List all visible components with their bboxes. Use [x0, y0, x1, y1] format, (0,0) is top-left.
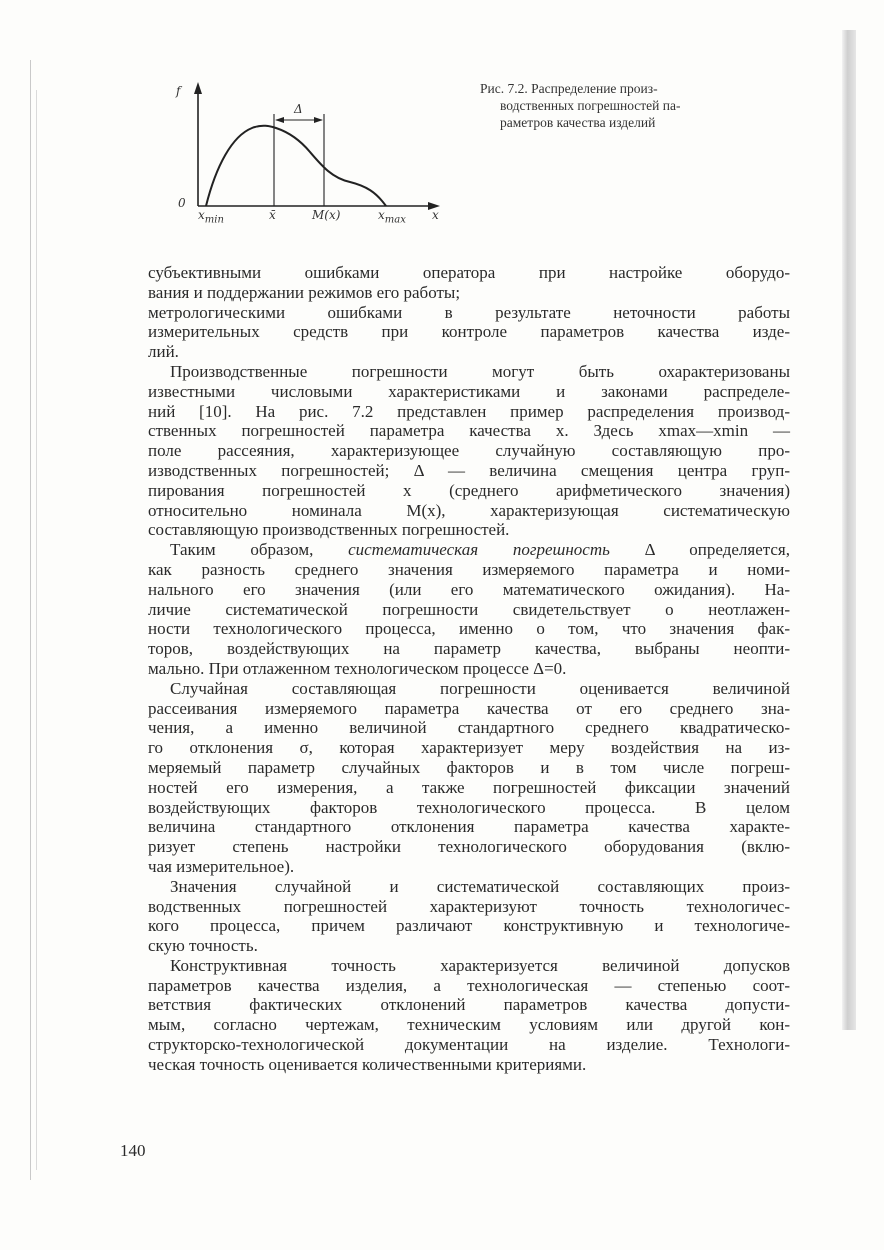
text-line: личие систематической погрешности свидетельствует о неотлажен-	[148, 599, 790, 619]
text-line: Значения случайной и систематической составляющих произ-	[170, 876, 790, 896]
delta-arrow-left	[275, 117, 284, 123]
text-line: величина стандартного отклонения параметра качества характе-	[148, 817, 790, 837]
text-line: ческая точность оценивается количественными критериями.	[148, 1054, 587, 1074]
text-line: мым, согласно чертежам, техническим условиям или другой кон-	[148, 1015, 790, 1035]
text-line: относительно номинала M(x), характеризующая систематическую	[148, 500, 790, 520]
page-number: 140	[120, 1141, 146, 1160]
x-axis-label: x	[432, 208, 439, 222]
y-axis-arrow	[194, 82, 202, 94]
m-x-label: M(x)	[312, 208, 341, 222]
text-line: чая измерительное).	[148, 856, 295, 876]
delta-label: Δ	[294, 102, 303, 116]
text-line: структорско-технологической документации на изделие. Технологи-	[148, 1035, 790, 1055]
text-line: составляющую производственных погрешностей.	[148, 520, 510, 540]
text-line: ности технологического процесса, именно о том, что значения фак-	[148, 619, 790, 639]
text-line: ризует степень настройки технологического оборудования (вклю-	[148, 837, 790, 857]
text-line: измерительных средств при контроле параметров качества изде-	[148, 322, 790, 342]
text-line: Случайная составляющая погрешности оценивается величиной	[170, 678, 790, 698]
text-line: водственных погрешностей характеризуют точность технологичес-	[148, 896, 790, 916]
text-line: изводственных погрешностей; Δ — величина смещения центра груп-	[148, 460, 790, 480]
paragraph	[148, 679, 790, 877]
text-line: параметров качества изделия, а технологическая — степенью соот-	[148, 975, 790, 995]
body-text	[148, 263, 790, 1075]
text-line: субъективными ошибками оператора при настройке оборудо-	[148, 263, 790, 282]
text-line: пирования погрешностей x (среднего арифметического значения)	[148, 480, 790, 500]
text-line: ветствия фактических отклонений параметров качества допусти-	[148, 995, 790, 1015]
text-line: чения, а именно величиной стандартного среднего квадратическо-	[148, 718, 790, 738]
y-axis-label: f	[176, 84, 181, 98]
paragraph	[148, 303, 790, 362]
text-line: ний [10]. На рис. 7.2 представлен пример распределения производ-	[148, 401, 790, 421]
caption-line: Рис. 7.2. Распределение произ-	[480, 81, 658, 96]
text-line: лий.	[148, 342, 179, 362]
text-line: мально. При отлаженном технологическом процессе Δ=0.	[148, 658, 567, 678]
text-line: скую точность.	[148, 936, 258, 956]
scan-margin-line	[30, 60, 31, 1180]
page-edge-shadow	[842, 30, 856, 1030]
text-line: торов, воздействующих на параметр качества, выбраны неопти-	[148, 639, 790, 659]
text-line: вания и поддержании режимов его работы;	[148, 282, 461, 302]
text-line: метрологическими ошибками в результате неточности работы	[148, 302, 790, 322]
origin-label: 0	[178, 196, 186, 210]
distribution-curve	[206, 126, 386, 206]
text-line: известными числовыми характеристиками и законами распределе-	[148, 381, 790, 401]
caption-line: раметров качества изделий	[500, 115, 656, 130]
text-line: Производственные погрешности могут быть охарактеризованы	[170, 361, 790, 381]
paragraph	[148, 263, 790, 303]
text-line: поле рассеяния, характеризующее случайную составляющую про-	[148, 441, 790, 461]
x-min-label: $x_{min}$	[198, 208, 224, 226]
paragraph	[148, 540, 790, 679]
text-line: рассеивания измеряемого параметра качества от его среднего зна-	[148, 698, 790, 718]
paragraph	[148, 362, 790, 540]
figure-caption	[480, 80, 730, 131]
scan-margin-line	[36, 90, 37, 1170]
text-line: ственных погрешностей параметра качества x. Здесь xmax—xmin —	[148, 421, 790, 441]
text-line: кого процесса, причем различают конструктивную и технологиче-	[148, 916, 790, 936]
distribution-figure	[170, 78, 460, 238]
text-line: меряемый параметр случайных факторов и в том числе погреш-	[148, 757, 790, 777]
text-line: как разность среднего значения измеряемого параметра и номи-	[148, 559, 790, 579]
paragraph	[148, 877, 790, 956]
text-line: Конструктивная точность характеризуется величиной допусков	[170, 955, 790, 975]
x-bar-label: x̄	[269, 208, 276, 222]
caption-line: водственных погрешностей па-	[500, 98, 681, 113]
x-max-label: $x_{max}$	[378, 208, 406, 226]
text-line: ностей его измерения, а также погрешностей фиксации значений	[148, 777, 790, 797]
text-line: го отклонения σ, которая характеризует меру воздействия на из-	[148, 738, 790, 758]
delta-arrow-right	[314, 117, 323, 123]
paragraph	[148, 956, 790, 1075]
text-line: нального его значения (или его математического ожидания). На-	[148, 579, 790, 599]
text-line: воздействующих факторов технологического процесса. В целом	[148, 797, 790, 817]
text-line: Таким образом, систематическая погрешность Δ определяется,	[170, 540, 791, 560]
